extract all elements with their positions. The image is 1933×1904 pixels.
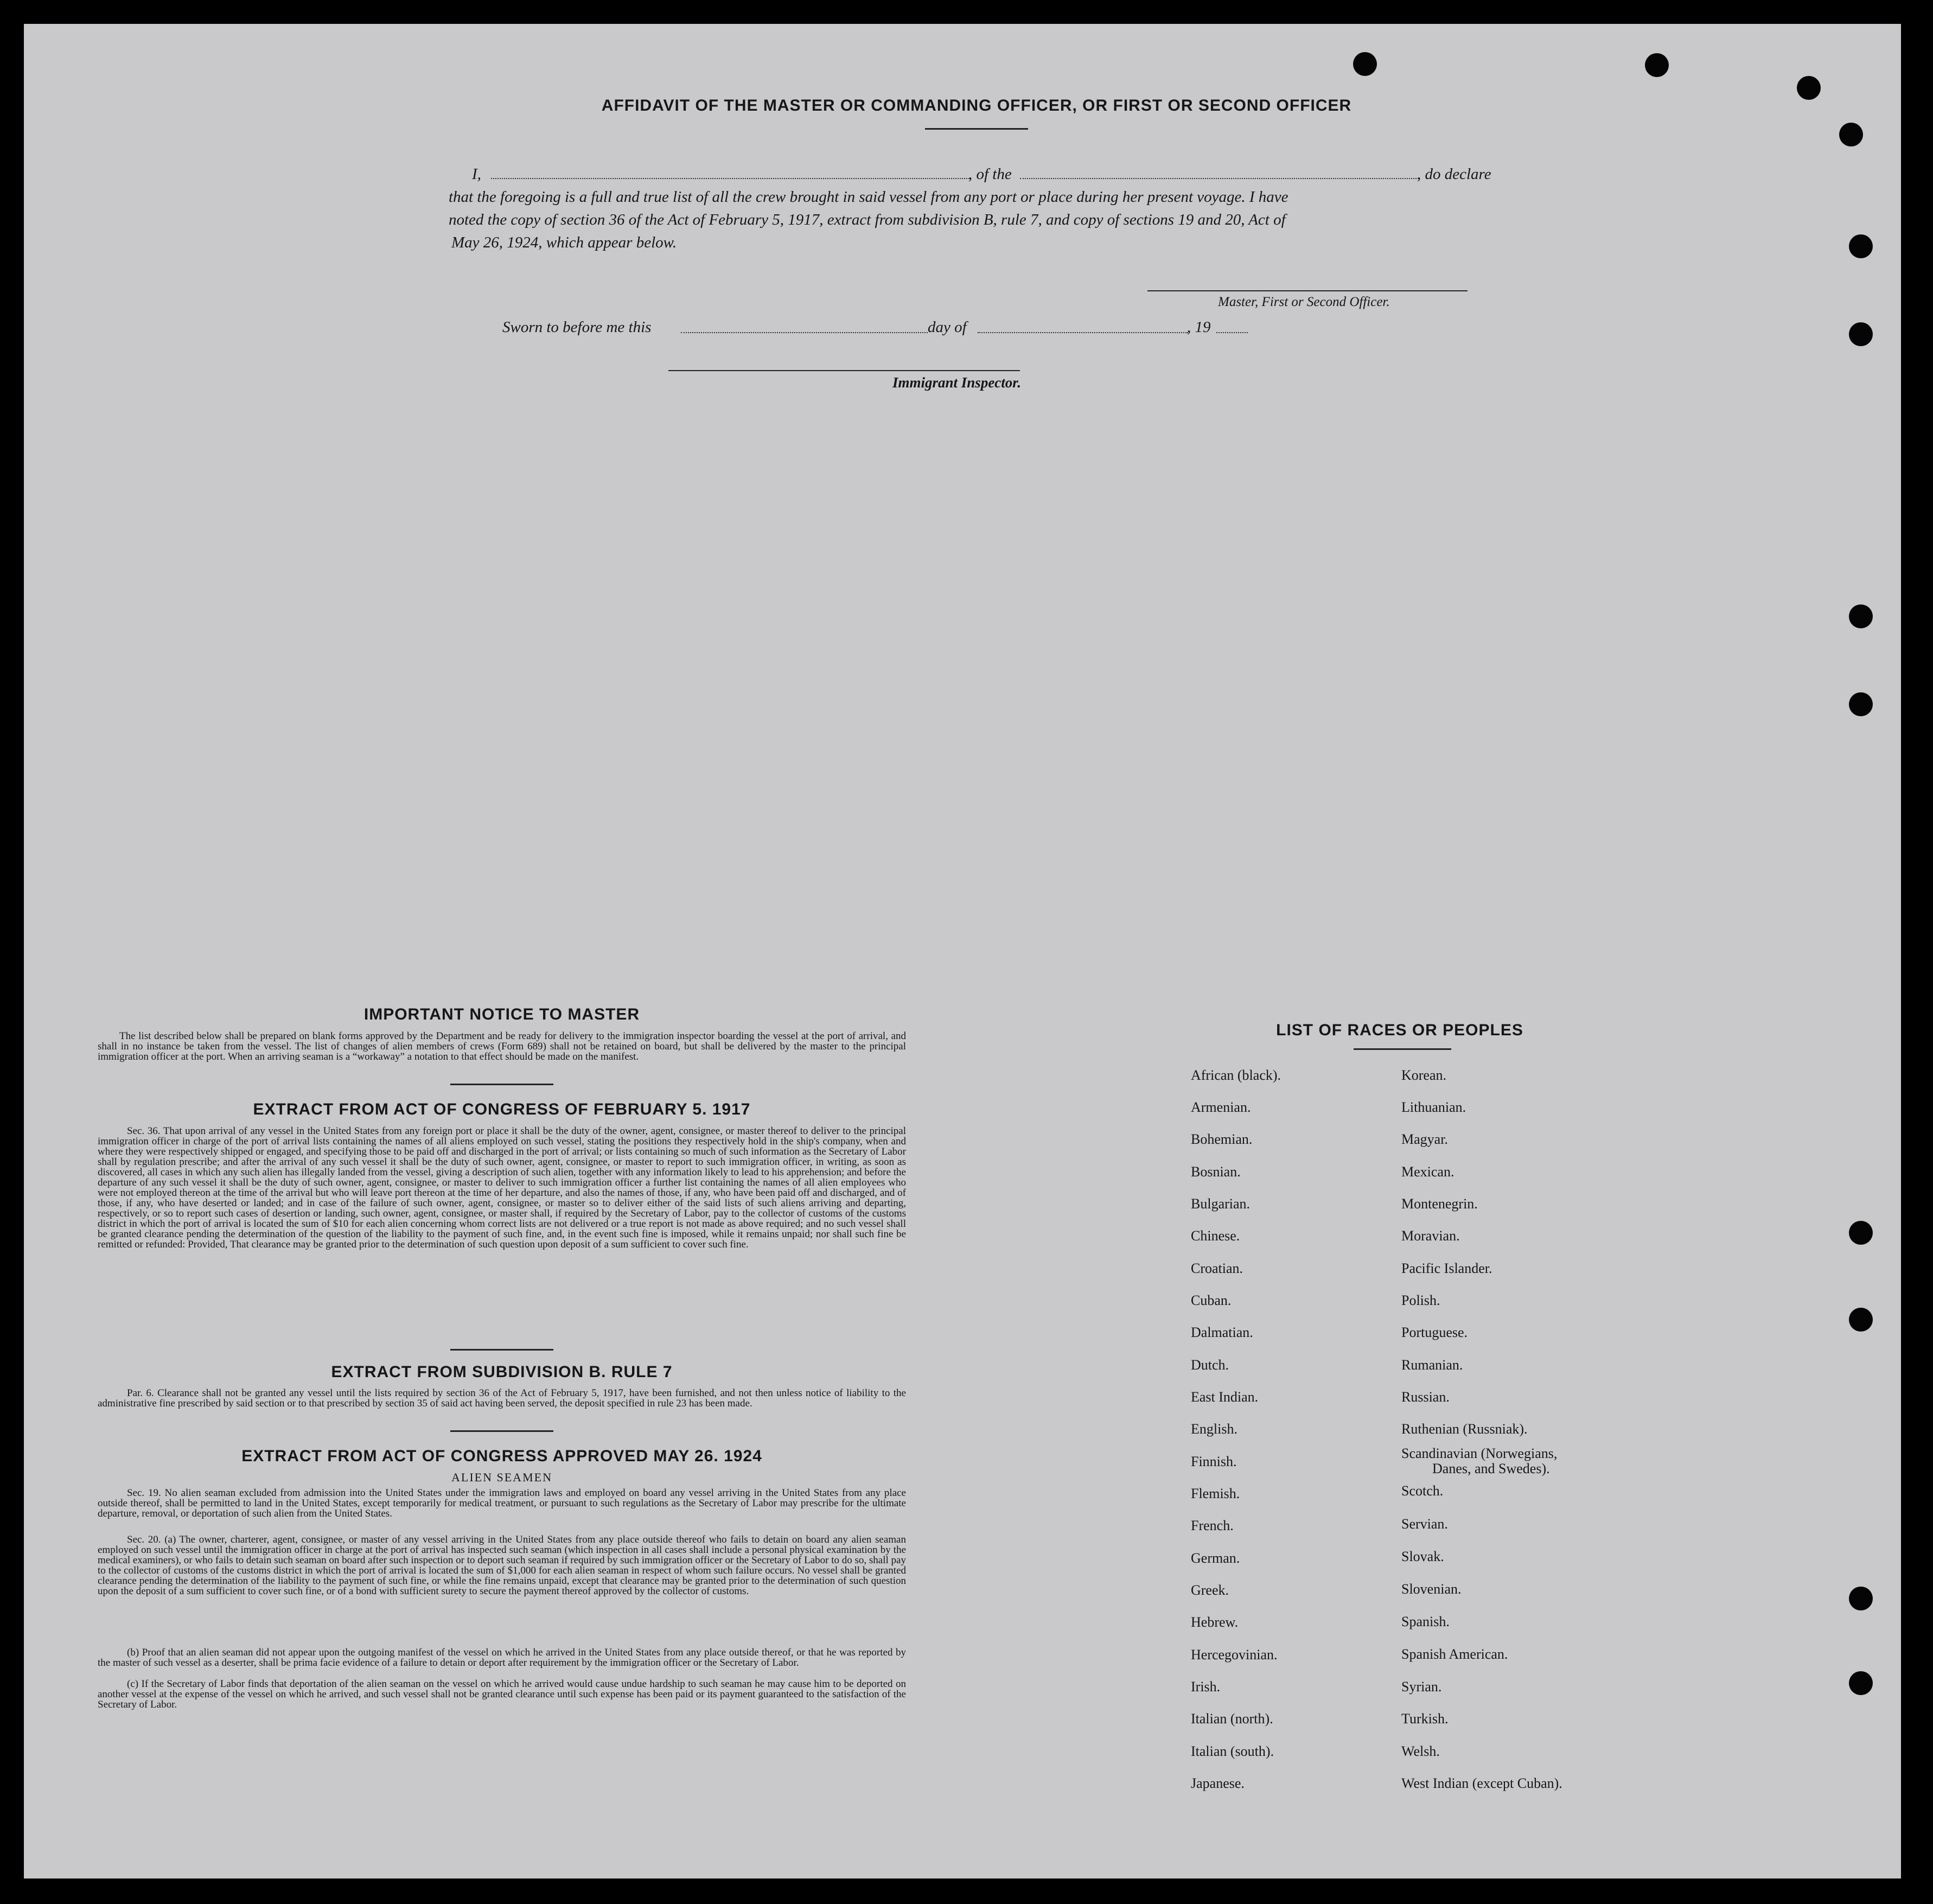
extract-1924-title: EXTRACT FROM ACT OF CONGRESS APPROVED MAY 26. 1924 [241,1447,762,1465]
inspector-signature-line[interactable] [668,370,1020,371]
punch-hole [1797,76,1821,100]
extract-rule7-text: Par. 6. Clearance shall not be granted any vessel until the lists required by section 36 of the Act of February 5, 1917, have been furnished, and not then unless notice of liability to the administrative fine prescribed by said section or to that prescribed by section 35 of said act having been served, the deposit specified in rule 23 has been made. [98,1387,906,1409]
punch-hole [1839,123,1863,147]
races-title-underline [1354,1048,1451,1050]
race-col2-item: Magyar. [1401,1131,1448,1147]
race-col1-item: Dalmatian. [1191,1324,1253,1340]
race-col2-item-continued: Danes, and Swedes). [1432,1461,1550,1476]
race-col1-item: Italian (north). [1191,1711,1273,1727]
punch-hole [1849,692,1873,716]
race-col1-item: German. [1191,1550,1240,1566]
sworn-year-blank[interactable] [1216,332,1248,333]
race-col1-item: Chinese. [1191,1228,1240,1244]
affidavit-do-declare-label: , do declare [1417,165,1491,183]
extract-1924-sec20a: Sec. 20. (a) The owner, charterer, agent, consignee, or master of any vessel arriving in the United States from any place outside thereof who fails to detain on board any alien seaman employed on such vessel until the immigration officer in charge at the port of arrival has inspected such seaman (which inspection in all cases shall include a personal physical examination by the medical examiners), or who fails to detain such seaman on board after such inspection or to deport such seaman if required by such immigration officer or the Secretary of Labor to do so, shall pay to the collector of customs of the customs district in which the port of arrival is located the sum of $1,000 for each alien seaman in respect of whom such failure occurs. No vessel shall be granted clearance pending the determination of the liability to the payment of such fine, or while the fine remains unpaid, except that clearance may be granted prior to the determination of such question upon the deposit of a sum sufficient to cover such fine, or of a bond with sufficient surety to secure the payment thereof approved by the collector of customs. [98,1534,906,1597]
punch-hole [1849,604,1873,628]
day-of-label: day of [928,319,967,336]
race-col1-item: Croatian. [1191,1260,1243,1276]
divider [450,1430,553,1432]
race-col2-item: Lithuanian. [1401,1099,1466,1115]
race-col2-item: Portuguese. [1401,1324,1468,1340]
race-col1-item: Dutch. [1191,1357,1229,1373]
race-col1-item: East Indian. [1191,1389,1259,1405]
race-col2-item: Mexican. [1401,1164,1454,1180]
sworn-month-blank[interactable] [978,332,1188,333]
race-col1-item: Italian (south). [1191,1743,1274,1759]
race-col2-item: Scandinavian (Norwegians, [1401,1445,1558,1461]
race-col1-item: Japanese. [1191,1775,1245,1791]
extract-1924-sec20b: (b) Proof that an alien seaman did not appear upon the outgoing manifest of the vessel on which he arrived in the United States from any place outside thereof, or that he was reported by the master of such vessel as a deserter, shall be prima facie evidence of a failure to detain or deport after requirement by the immigration officer or the Secretary of Labor. [98,1647,906,1669]
master-signature-label: Master, First or Second Officer. [1218,295,1390,309]
race-col1-item: Hercegovinian. [1191,1647,1278,1663]
vessel-blank[interactable] [1020,178,1419,179]
extract-1924-sec20c: (c) If the Secretary of Labor finds that deportation of the alien seaman on the vessel on which he arrived would cause undue hardship to such seaman he may cause him to be deported on another vessel at the expense of the vessel on which he arrived, and such vessel shall not be granted clearance until such expense has been paid or its payment guaranteed to the satisfaction of the Secretary of Labor. [98,1678,906,1710]
race-col2-item: Moravian. [1401,1228,1460,1244]
affidavit-i-label: I, [472,165,481,183]
race-col2-item: Korean. [1401,1067,1447,1083]
race-col2-item: Servian. [1401,1516,1448,1532]
affidavit-line-2: that the foregoing is a full and true list of all the crew brought in said vessel from any port or place during her present voyage. I have [449,188,1288,206]
race-col1-item: English. [1191,1421,1237,1437]
punch-hole [1849,234,1873,258]
sworn-label: Sworn to before me this [502,319,652,336]
race-col1-item: Hebrew. [1191,1614,1239,1630]
divider [450,1084,553,1085]
punch-hole [1849,1671,1873,1695]
sworn-day-blank[interactable] [681,332,928,333]
notice-text: The list described below shall be prepared on blank forms approved by the Department and be ready for delivery to the immigration inspector boarding the vessel at the port of arrival, and shall in no instance be taken from the vessel. The list of changes of alien members of crews (Form 689) shall not be retained on board, but shall be delivered by the master to the principal immigration officer at the port. When an arriving seaman is a “workaway” a notation to that effect should be made on the manifest. [98,1030,906,1062]
race-col2-item: Turkish. [1401,1711,1449,1727]
race-col2-item: Montenegrin. [1401,1196,1478,1212]
extract-1917-text: Sec. 36. That upon arrival of any vessel in the United States from any foreign port or place it shall be the duty of the owner, agent, consignee, or master thereof to deliver to the principal immigration officer in charge of the port of arrival lists containing the names of all aliens employed on such vessel, stating the positions they respectively hold in the ship's company, when and where they were respectively shipped or engaged, and specifying those to be paid off and discharged in the port of arrival; or lists containing so much of such information as the Secretary of Labor shall by regulation prescribe; and after the arrival of any such vessel it shall be the duty of such owner, agent, consignee, or master to report to such immigration officer, in writing, as soon as discovered, all cases in which any such alien has illegally landed from the vessel, giving a description of such alien, together with any information likely to lead to his apprehension; and before the departure of any such vessel it shall be the duty of such owner, agent, consignee, or master to deliver to such immigration officer a further list containing the names of all alien employees who were not employed thereon at the time of the arrival but who will leave port thereon at the time of her departure, and also the names of those, if any, who have been paid off and discharged, and of those, if any, who have deserted or landed; and in case of the failure of such owner, agent, consignee, or master so to deliver either of the said lists of such aliens arriving and departing, respectively, or so to report such cases of desertion or landing, such owner, agent, consignee, or master shall, if required by the Secretary of Labor, pay to the collector of customs of the customs district in which the port of arrival is located the sum of $10 for each alien concerning whom correct lists are not delivered or a true report is not made as above required; and no such vessel shall be granted clearance pending the determination of the question of the liability to the payment of such fine, and, in the event such fine is imposed, while it remains unpaid; nor shall such fine be remitted or refunded: Provided, That clearance may be granted prior to the determination of such question upon deposit of a sum sufficient to cover such fine. [98,1125,906,1250]
document-page [24,24,1901,1878]
race-col1-item: Finnish. [1191,1454,1237,1469]
extract-1917-title: EXTRACT FROM ACT OF CONGRESS OF FEBRUARY 5. 1917 [253,1100,751,1118]
race-col1-item: Irish. [1191,1679,1221,1695]
race-col2-item: Rumanian. [1401,1357,1463,1373]
punch-hole [1849,1221,1873,1245]
race-col1-item: Bosnian. [1191,1164,1241,1180]
extract-1924-sec19: Sec. 19. No alien seaman excluded from admission into the United States under the immigration laws and employed on board any vessel arriving in the United States from any place outside thereof, shall be permitted to land in the United States, except temporarily for medical treatment, or pursuant to such regulations as the Secretary of Labor may prescribe for the ultimate departure, removal, or deportation of such alien from the United States. [98,1487,906,1519]
inspector-label: Immigrant Inspector. [892,374,1022,391]
race-col2-item: Russian. [1401,1389,1450,1405]
affidavit-of-the-label: , of the [968,165,1012,183]
race-col2-item: Spanish American. [1401,1646,1508,1662]
race-col2-item: Slovenian. [1401,1581,1462,1597]
race-col1-item: Bulgarian. [1191,1196,1251,1212]
race-col1-item: Greek. [1191,1582,1229,1598]
race-col2-item: Spanish. [1401,1614,1450,1629]
master-signature-line[interactable] [1147,290,1468,291]
races-title: LIST OF RACES OR PEOPLES [1276,1021,1523,1039]
race-col2-item: Polish. [1401,1292,1440,1308]
punch-hole [1849,1308,1873,1332]
punch-hole [1849,1587,1873,1610]
divider [450,1349,553,1351]
punch-hole [1353,52,1377,76]
affidavit-line-3: noted the copy of section 36 of the Act of February 5, 1917, extract from subdivision B, rule 7, and copy of sections 19 and 20, Act of [449,211,1286,228]
race-col1-item: Cuban. [1191,1292,1232,1308]
race-col2-item: West Indian (except Cuban). [1401,1775,1562,1791]
punch-hole [1645,53,1669,77]
race-col2-item: Ruthenian (Russniak). [1401,1421,1528,1437]
race-col1-item: Flemish. [1191,1486,1240,1501]
race-col2-item: Scotch. [1401,1483,1444,1499]
affidavit-title: AFFIDAVIT OF THE MASTER OR COMMANDING OFFICER, OR FIRST OR SECOND OFFICER [601,97,1352,114]
year-label: , 19 [1187,319,1211,336]
race-col1-item: African (black). [1191,1067,1281,1083]
extract-rule7-title: EXTRACT FROM SUBDIVISION B. RULE 7 [331,1363,673,1381]
punch-hole [1849,322,1873,346]
affidavit-title-underline [925,128,1028,130]
race-col1-item: French. [1191,1518,1234,1533]
race-col2-item: Syrian. [1401,1679,1442,1695]
notice-title: IMPORTANT NOTICE TO MASTER [363,1005,640,1023]
affidavit-line-4: May 26, 1924, which appear below. [451,234,677,251]
race-col1-item: Bohemian. [1191,1131,1253,1147]
race-col1-item: Armenian. [1191,1099,1251,1115]
race-col2-item: Pacific Islander. [1401,1260,1492,1276]
race-col2-item: Welsh. [1401,1743,1440,1759]
extract-1924-subtitle: ALIEN SEAMEN [451,1470,552,1484]
race-col2-item: Slovak. [1401,1549,1444,1564]
name-blank[interactable] [491,178,969,179]
